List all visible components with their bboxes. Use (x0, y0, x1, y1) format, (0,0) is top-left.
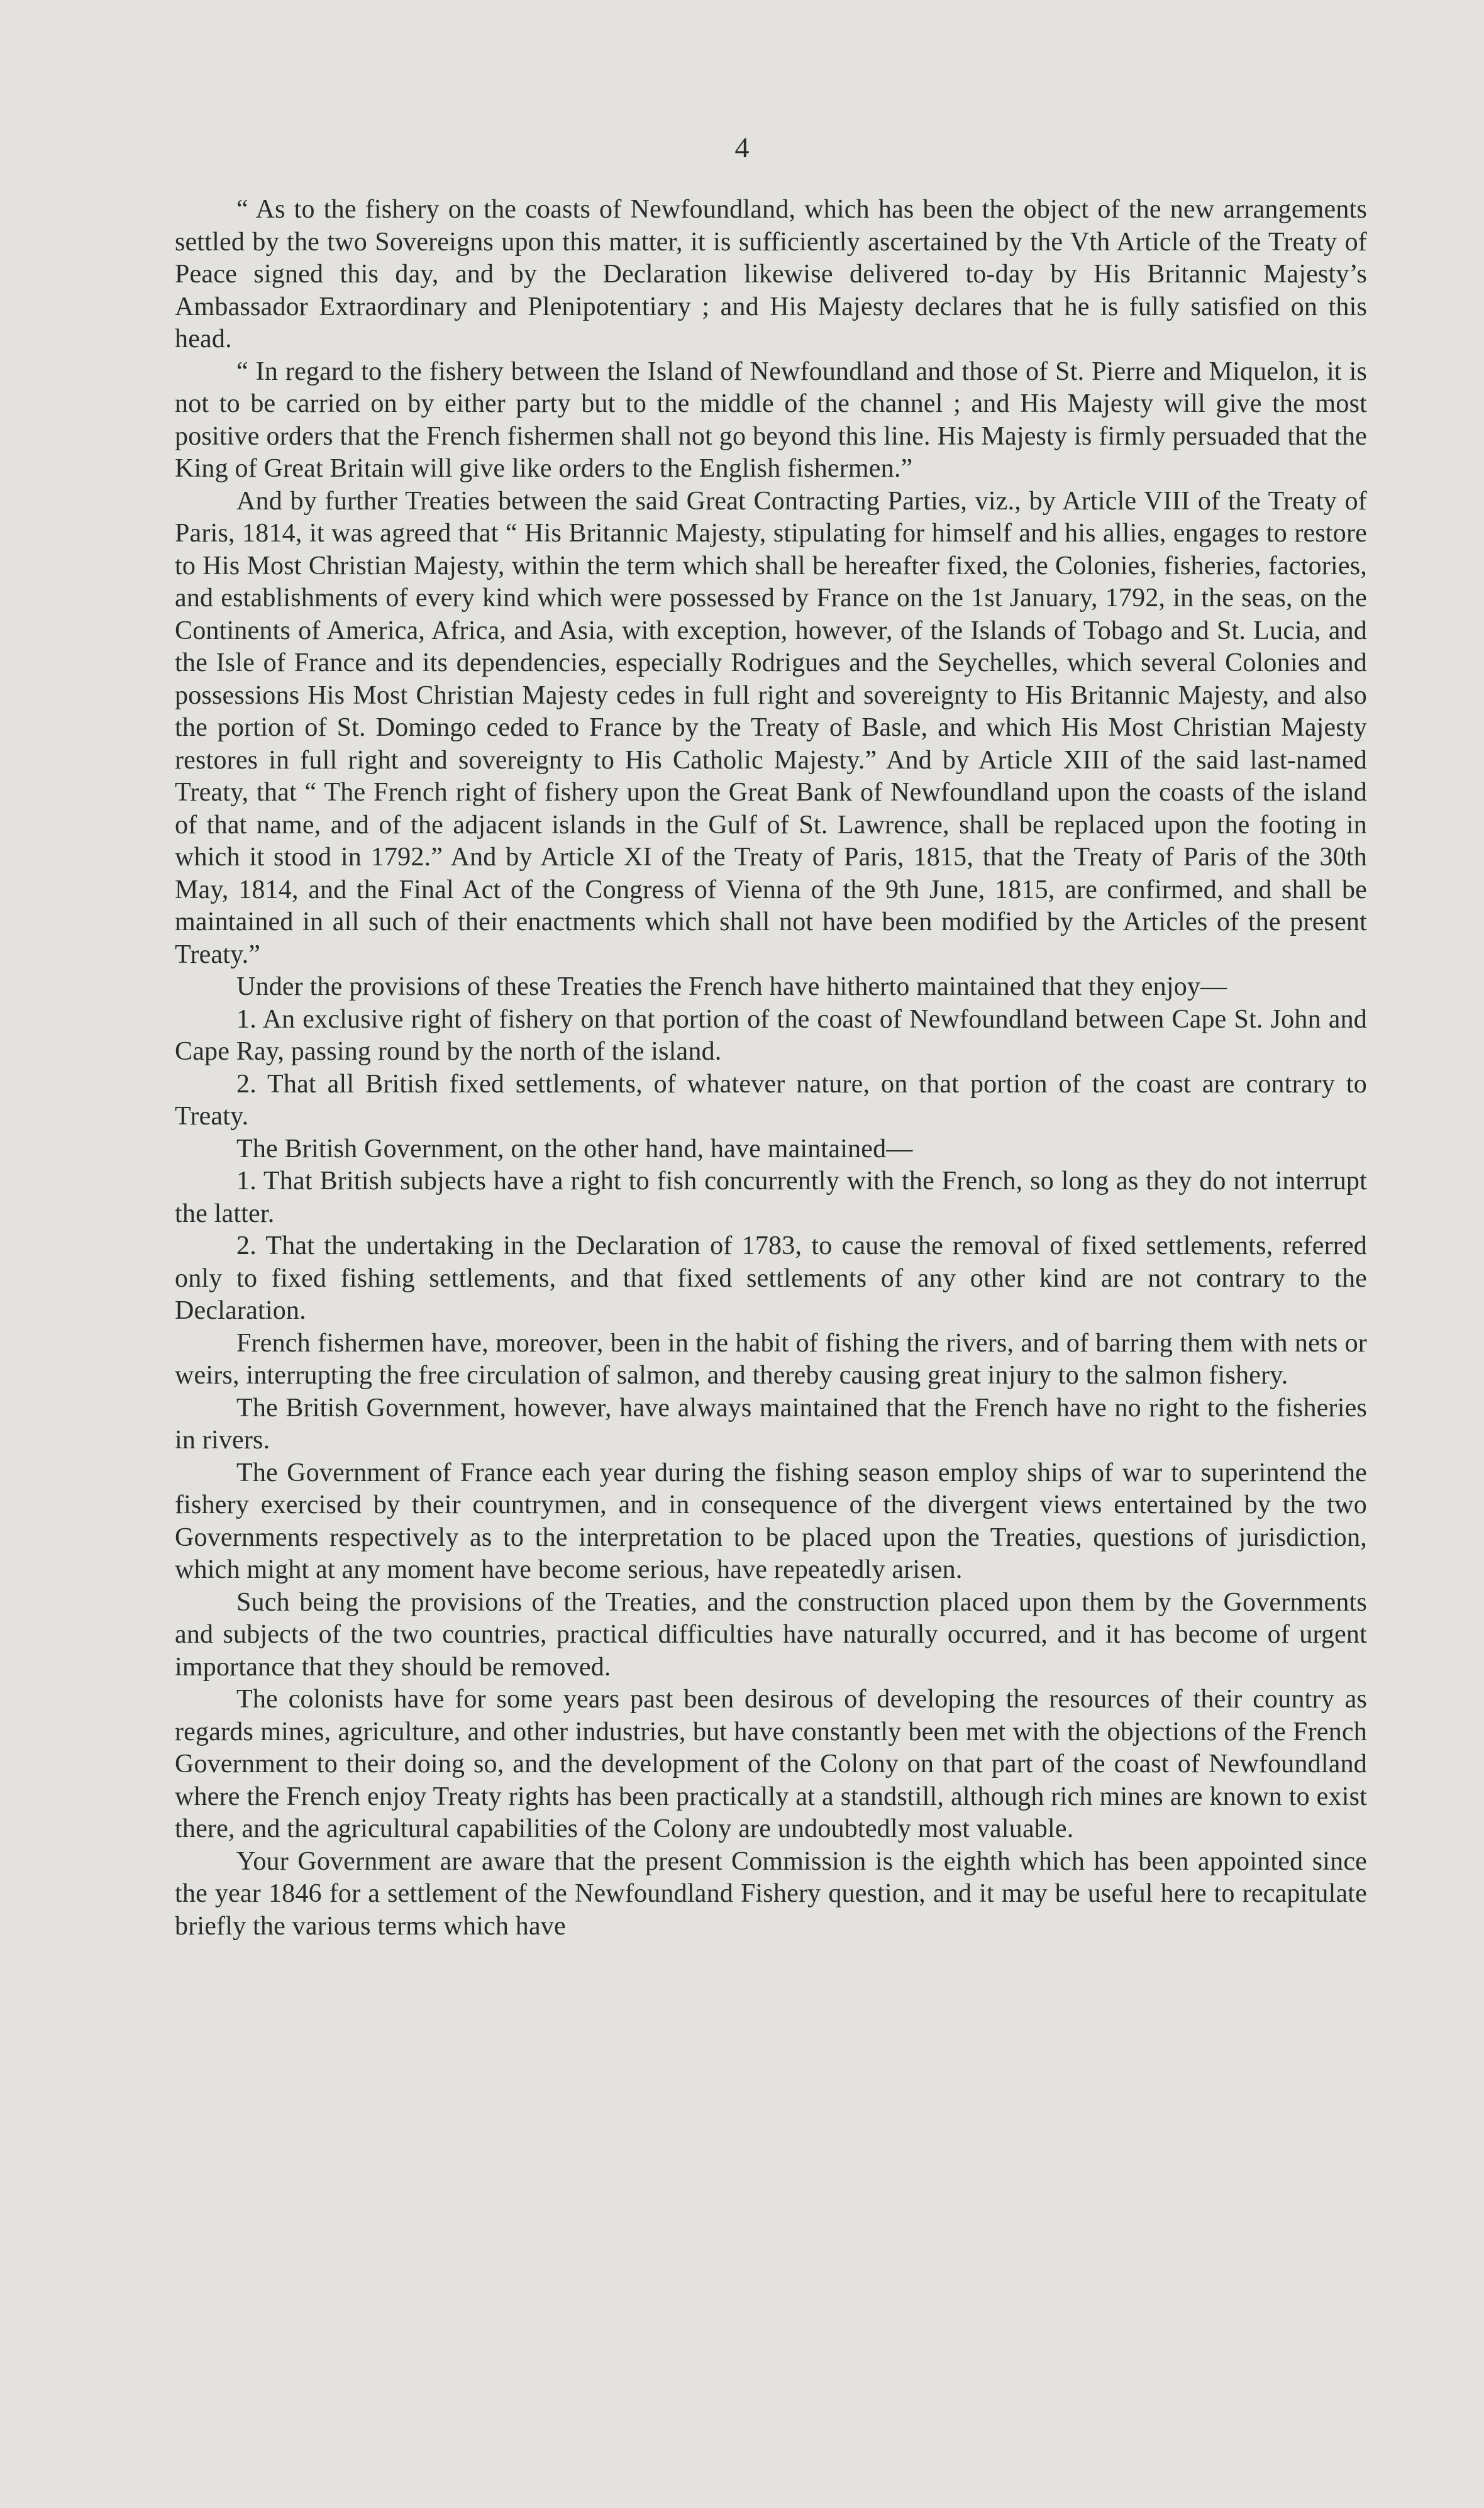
paragraph: The colonists have for some years past been desirous of developing the resources of their country as regards mines, agriculture, and other industries, but have constantly been met with the objections of the French Government to their doing so, and the development of the Colony on that part of the coast of Newfoundland where the French enjoy Treaty rights has been practically at a standstill, although rich mines are known to exist there, and the agricultural capabilities of the Colony are undoubtedly most valuable. (175, 1685, 1367, 1843)
paragraph: “ In regard to the fishery between the Island of Newfoundland and those of St. Pierre and Miquelon, it is not to be carried on by either party but to the middle of the channel ; and His Majesty will give the most positive orders that the French fishermen shall not go beyond this line. His Majesty is firmly persuaded that the King of Great Britain will give like orders to the English fishermen.” (175, 357, 1367, 483)
paragraph: 2. That all British fixed settlements, of whatever nature, on that portion of the coast are contrary to Treaty. (175, 1069, 1367, 1131)
paragraph: And by further Treaties between the said Great Contracting Parties, viz., by Article VIII of the Treaty of Paris, 1814, it was agreed that “ His Britannic Majesty, stipulating for himself and his allies, engages to restore to His Most Christian Majesty, within the term which shall be hereafter fixed, the Colonies, fisheries, factories, and establishments of every kind which were possessed by France on the 1st January, 1792, in the seas, on the Continents of America, Africa, and Asia, with exception, however, of the Islands of Tobago and St. Lucia, and the Isle of France and its dependencies, especially Rodrigues and the Seychelles, which several Colonies and possessions His Most Christian Majesty cedes in full right and sovereignty to His Britannic Majesty, and also the portion of St. Domingo ceded to France by the Treaty of Basle, and which His Most Christian Majesty restores in full right and sovereignty to His Catholic Majesty.” And by Article XIII of the said last-named Treaty, that “ The French right of fishery upon the Great Bank of Newfoundland upon the coasts of the island of that name, and of the adjacent islands in the Gulf of St. Lawrence, shall be replaced upon the footing in which it stood in 1792.” And by Article XI of the Treaty of Paris, 1815, that the Treaty of Paris of the 30th May, 1814, and the Final Act of the Congress of Vienna of the 9th June, 1815, are confirmed, and shall be maintained in all such of their enactments which shall not have been modified by the Articles of the present Treaty.” (175, 486, 1367, 969)
paragraph: Your Government are aware that the present Commission is the eighth which has been appointed since the year 1846 for a settlement of the Newfoundland Fishery question, and it may be useful here to recapitulate briefly the various terms which have (175, 1846, 1367, 1941)
page-number: 4 (734, 131, 750, 164)
paragraph: 1. That British subjects have a right to fish concurrently with the French, so long as they do not interrupt the latter. (175, 1167, 1367, 1228)
paragraph: The British Government, however, have always maintained that the French have no right to the fisheries in rivers. (175, 1393, 1367, 1455)
paragraph: The Government of France each year during the fishing season employ ships of war to superintend the fishery exercised by their countrymen, and in consequence of the divergent views entertained by the two Governments respectively as to the interpretation to be placed upon the Treaties, questions of jurisdiction, which might at any moment have become serious, have repeatedly arisen. (175, 1458, 1367, 1584)
paragraph: 1. An exclusive right of fishery on that portion of the coast of Newfoundland between Cape St. John and Cape Ray, passing round by the north of the island. (175, 1004, 1367, 1066)
body-text (175, 194, 1367, 1943)
paragraph: 2. That the undertaking in the Declaration of 1783, to cause the removal of fixed settlements, referred only to fixed fishing settlements, and that fixed settlements of any other kind are not contrary to the Declaration. (175, 1231, 1367, 1325)
paragraph: Under the provisions of these Treaties the French have hitherto maintained that they enjoy— (236, 972, 1227, 1001)
paragraph: French fishermen have, moreover, been in the habit of fishing the rivers, and of barring them with nets or weirs, interrupting the free circulation of salmon, and thereby causing great injury to the salmon fishery. (175, 1328, 1367, 1390)
paragraph: The British Government, on the other hand, have maintained— (236, 1134, 913, 1163)
paragraph: Such being the provisions of the Treaties, and the construction placed upon them by the Governments and subjects of the two countries, practical difficulties have naturally occurred, and it has become of urgent importance that they should be removed. (175, 1587, 1367, 1682)
paragraph: “ As to the fishery on the coasts of Newfoundland, which has been the object of the new arrangements settled by the two Sovereigns upon this matter, it is sufficiently ascertained by the Vth Article of the Treaty of Peace signed this day, and by the Declaration likewise delivered to-day by His Britannic Majesty’s Ambassador Extraordinary and Plenipotentiary ; and His Majesty declares that he is fully satisfied on this head. (175, 195, 1367, 353)
